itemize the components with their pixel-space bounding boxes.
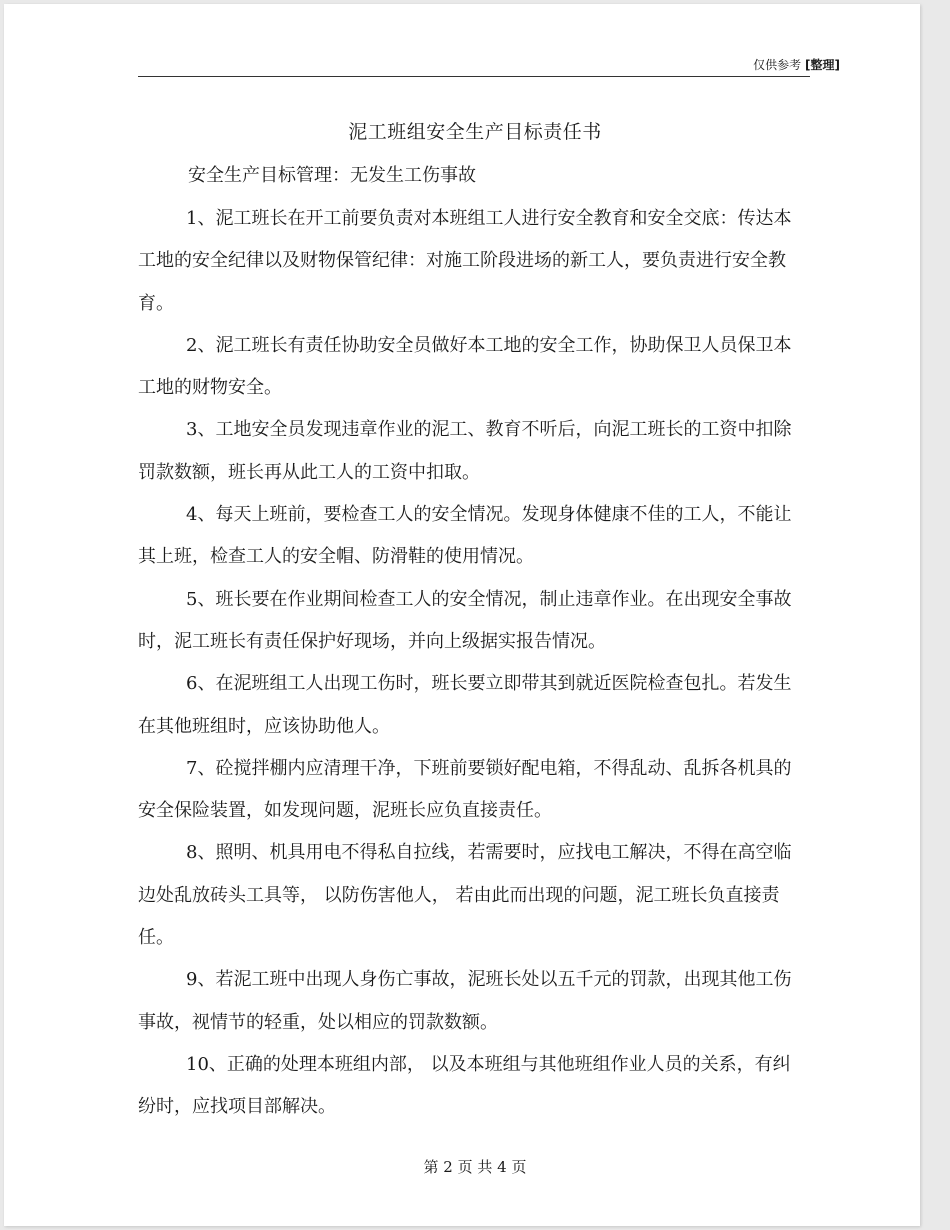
paragraph-3: 3、工地安全员发现违章作业的泥工、教育不听后，向泥工班长的工资中扣除罚款数额，班长再从此工人的工资中扣取。 <box>138 419 792 483</box>
header-note-text: 仅供参考 <box>753 58 802 72</box>
paragraph-7: 7、砼搅拌棚内应清理干净，下班前要锁好配电箱，不得乱动、乱拆各机具的安全保险装置，如发现问题，泥班长应负直接责任。 <box>138 757 792 822</box>
paragraph-5: 5、班长要在作业期间检查工人的安全情况，制止违章作业。在出现安全事故时，泥工班长有责任保护好现场，并向上级据实报告情况。 <box>138 588 792 652</box>
paragraph-10: 10、正确的处理本班组内部， 以及本班组与其他班组作业人员的关系，有纠纷时，应找项目部解决。 <box>138 1053 791 1118</box>
paragraph-2: 2、泥工班长有责任协助安全员做好本工地的安全工作，协助保卫人员保卫本工地的财物安全。 <box>138 334 792 399</box>
paragraph-9: 9、若泥工班中出现人身伤亡事故，泥班长处以五千元的罚款，出现其他工伤事故，视情节的轻重，处以相应的罚款数额。 <box>138 969 792 1033</box>
paragraph-8: 8、照明、机具用电不得私自拉线，若需要时，应找电工解决，不得在高空临边处乱放砖头工具等， 以防伤害他人， 若由此而出现的问题，泥工班长负直接责任。 <box>138 842 792 949</box>
paragraph-6: 6、在泥班组工人出现工伤时，班长要立即带其到就近医院检查包扎。若发生在其他班组时，应该协助他人。 <box>138 673 792 737</box>
header-divider <box>138 76 810 77</box>
paragraph-1: 1、泥工班长在开工前要负责对本班组工人进行安全教育和安全交底：传达本工地的安全纪律以及财物保管纪律：对施工阶段进场的新工人，要负责进行安全教育。 <box>138 208 792 314</box>
intro-line: 安全生产目标管理：无发生工伤事故 <box>188 165 476 186</box>
header-note-tag: [整理] <box>805 58 840 72</box>
page-number: 第 2 页 共 4 页 <box>423 1158 527 1176</box>
document-title: 泥工班组安全生产目标责任书 <box>348 121 602 143</box>
document-body <box>138 198 793 1129</box>
paragraph-4: 4、每天上班前，要检查工人的安全情况。发现身体健康不佳的工人，不能让其上班，检查工人的安全帽、防滑鞋的使用情况。 <box>138 504 792 568</box>
header-note <box>753 56 840 73</box>
